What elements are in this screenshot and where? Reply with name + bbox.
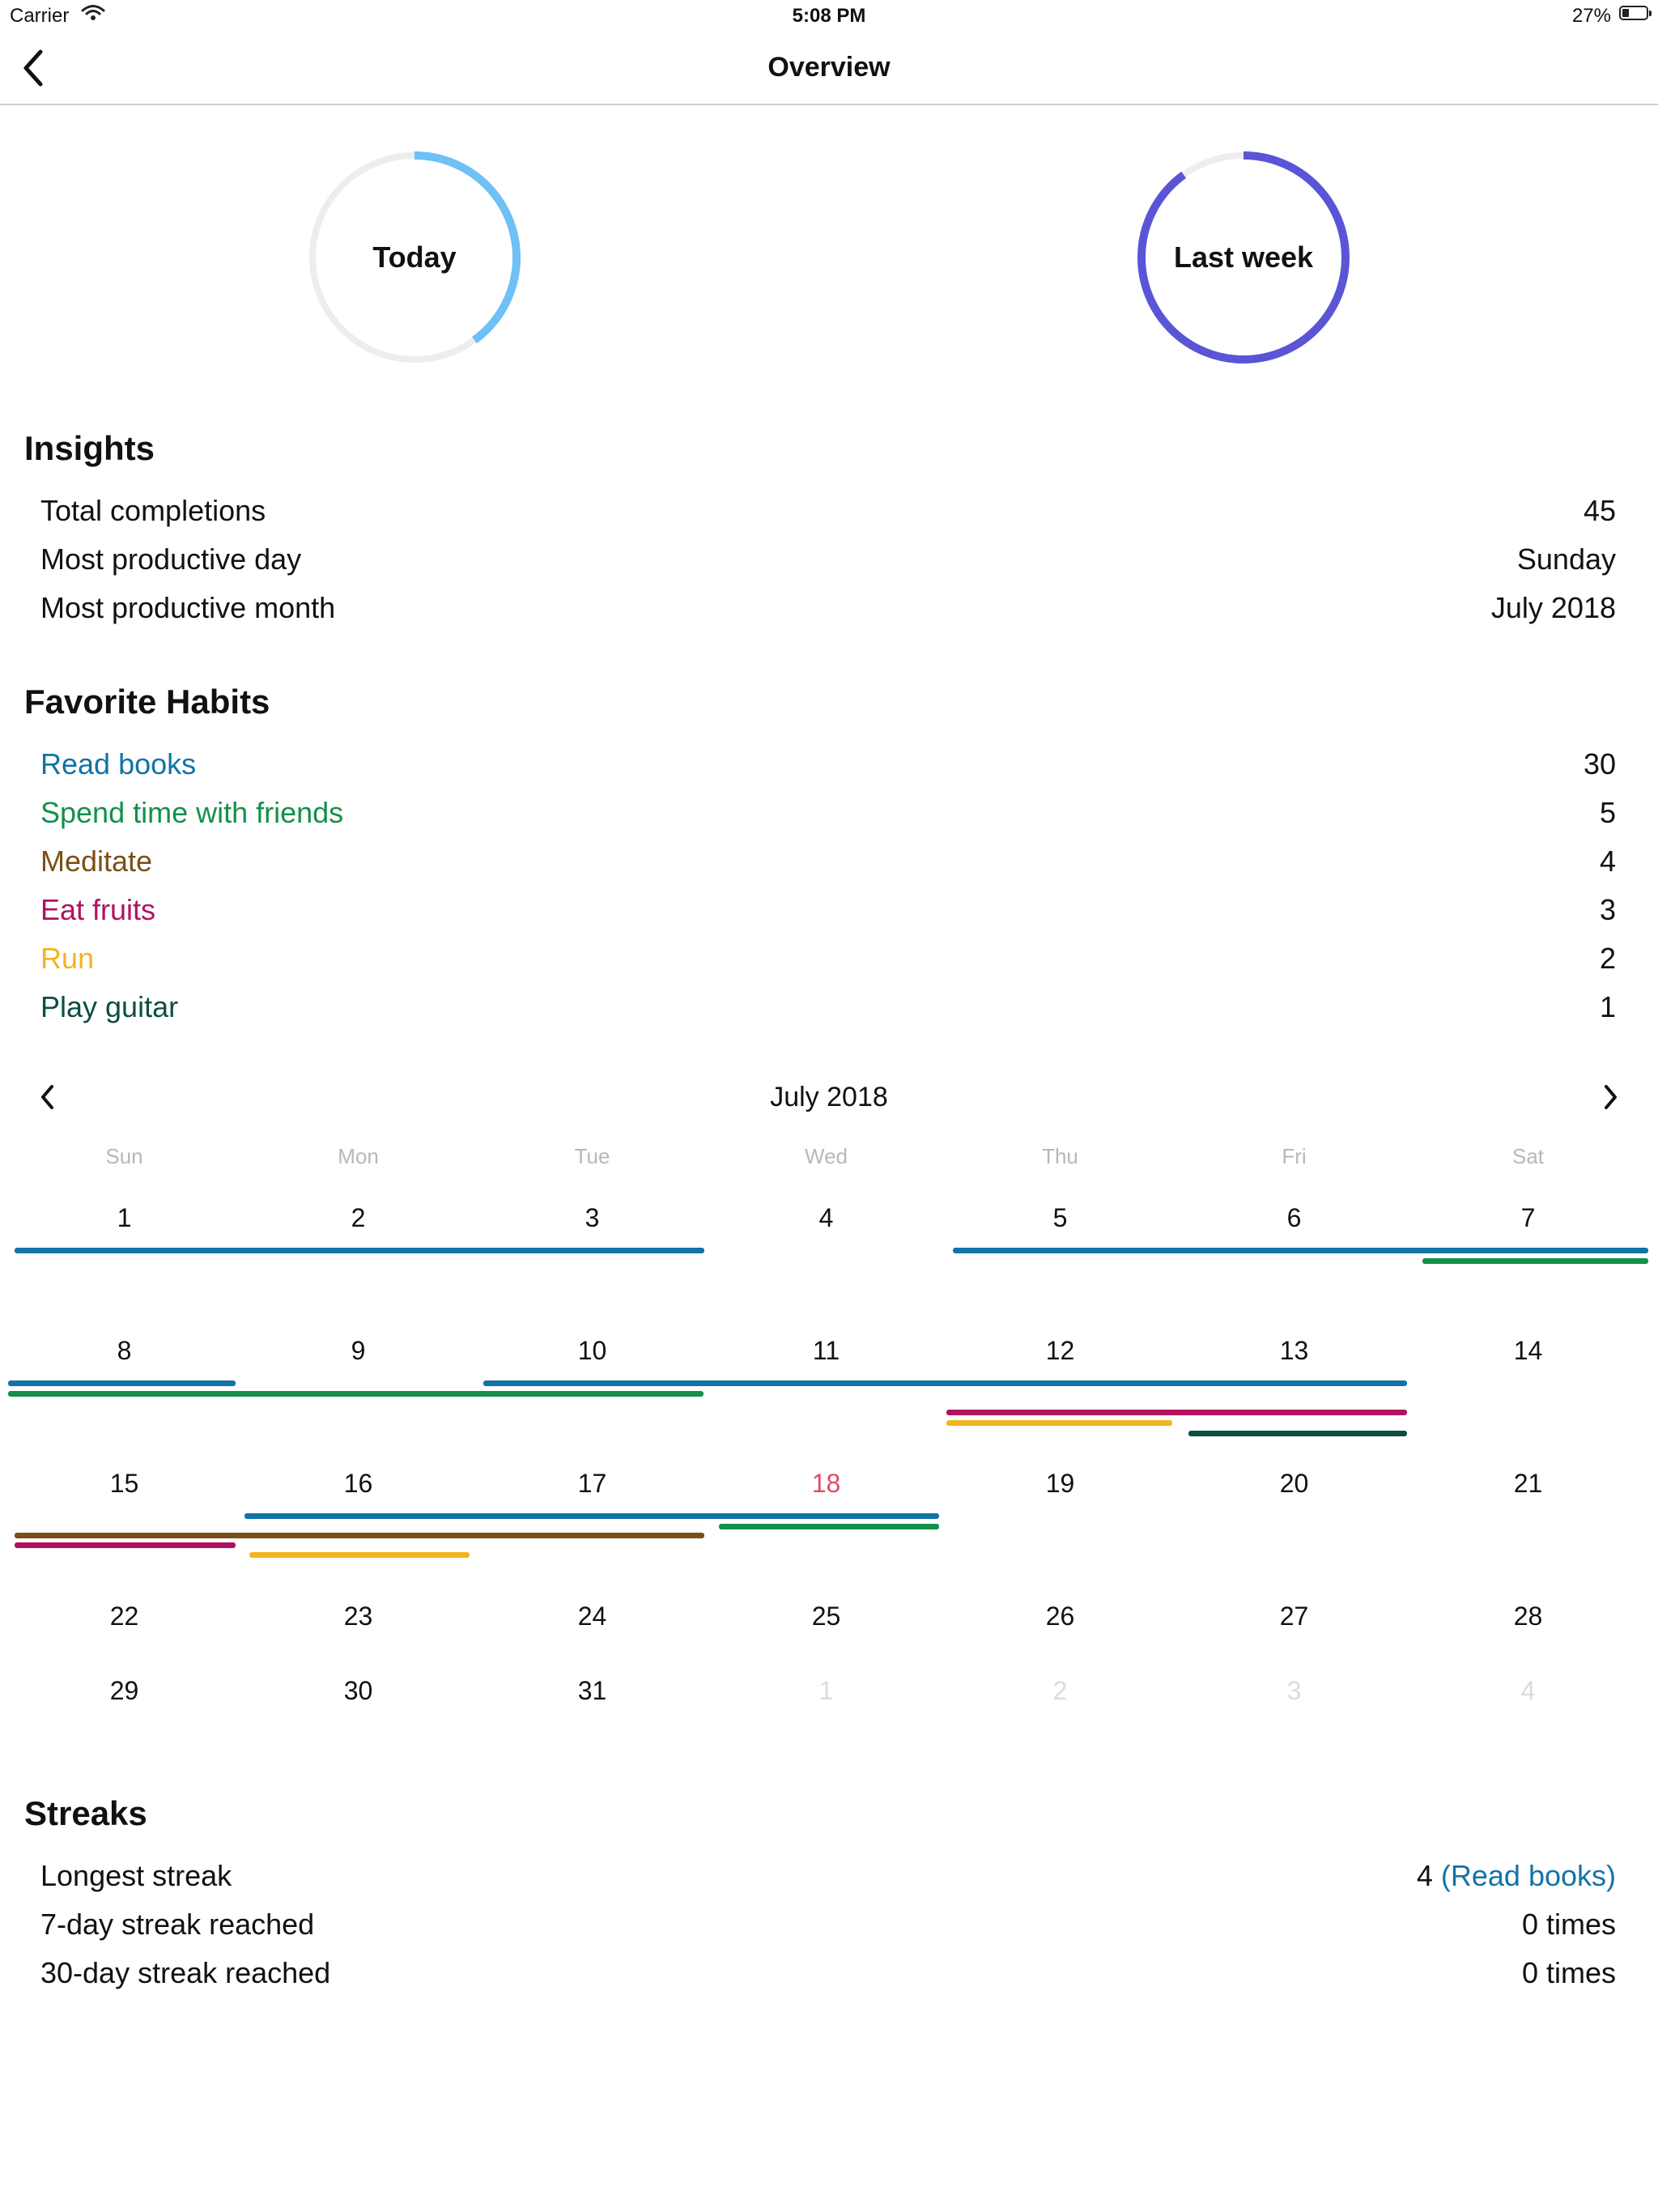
longest-streak-count: 4 <box>1416 1859 1433 1892</box>
next-month-chevron-icon[interactable] <box>1598 1082 1622 1117</box>
calendar-day[interactable]: 7 <box>1520 1203 1536 1232</box>
streaks-heading: Streaks <box>24 1794 147 1832</box>
streak-value: 0 times <box>1521 1908 1616 1941</box>
calendar-day[interactable]: 26 <box>1045 1602 1075 1631</box>
calendar-day[interactable]: 27 <box>1279 1602 1309 1631</box>
habit-row-spend-time-with-friends[interactable] <box>40 796 1616 844</box>
battery-icon <box>1619 6 1648 20</box>
habit-row-eat-fruits[interactable] <box>40 893 1616 942</box>
habit-completion-bar <box>719 1524 939 1529</box>
battery-percent: 27% <box>1571 5 1611 27</box>
calendar-day[interactable]: 8 <box>117 1336 132 1365</box>
insight-row <box>40 542 1616 591</box>
calendar-month-label: July 2018 <box>770 1082 888 1112</box>
insight-label: Total completions <box>40 494 266 527</box>
calendar-day[interactable]: 25 <box>811 1602 841 1631</box>
insight-value: Sunday <box>1516 542 1616 576</box>
calendar-day[interactable]: 31 <box>577 1676 607 1705</box>
streak-label: 30-day streak reached <box>40 1956 331 1989</box>
habit-completion-bar <box>1188 1431 1407 1436</box>
calendar-day[interactable]: 24 <box>577 1602 607 1631</box>
streak-value: 0 times <box>1521 1956 1616 1989</box>
calendar-day[interactable]: 4 <box>1520 1676 1536 1705</box>
habit-count: 5 <box>1599 796 1616 829</box>
calendar-day[interactable]: 1 <box>818 1676 834 1705</box>
habit-count: 1 <box>1599 990 1616 1023</box>
weekday-header: Wed <box>805 1144 848 1168</box>
last-week-ring-label: Last week <box>1173 240 1314 274</box>
habit-completion-bar <box>1422 1258 1648 1264</box>
longest-streak-habit-link[interactable]: (Read books) <box>1440 1859 1616 1892</box>
last-week-progress-ring[interactable] <box>1134 148 1353 367</box>
habit-name: Run <box>40 942 95 975</box>
calendar-day[interactable]: 21 <box>1513 1469 1543 1498</box>
today-progress-ring[interactable] <box>305 148 524 367</box>
calendar-day[interactable]: 10 <box>577 1336 607 1365</box>
calendar-day[interactable]: 11 <box>812 1336 840 1365</box>
habit-name: Meditate <box>40 844 153 878</box>
insight-value: July 2018 <box>1490 591 1616 624</box>
calendar-day[interactable]: 16 <box>343 1469 373 1498</box>
calendar-day[interactable]: 4 <box>818 1203 834 1232</box>
insight-label: Most productive month <box>40 591 336 624</box>
habit-completion-bar <box>946 1410 1407 1415</box>
streak-label: 7-day streak reached <box>40 1908 315 1941</box>
insight-row <box>40 591 1616 640</box>
insight-value: 45 <box>1583 494 1616 527</box>
insights-heading: Insights <box>24 429 155 467</box>
insight-row <box>40 494 1616 542</box>
habit-count: 3 <box>1599 893 1616 926</box>
calendar-day[interactable]: 2 <box>351 1203 366 1232</box>
calendar-day[interactable]: 29 <box>109 1676 139 1705</box>
weekday-header: Fri <box>1282 1144 1307 1168</box>
habit-completion-bar <box>8 1380 236 1386</box>
streak-label: Longest streak <box>40 1859 232 1892</box>
habit-completion-bar <box>8 1391 704 1397</box>
calendar-day[interactable]: 9 <box>351 1336 366 1365</box>
calendar-day[interactable]: 17 <box>577 1469 607 1498</box>
weekday-header: Mon <box>338 1144 379 1168</box>
habit-completion-bar <box>15 1248 704 1253</box>
calendar-day[interactable]: 6 <box>1286 1203 1302 1232</box>
weekday-header: Thu <box>1042 1144 1078 1168</box>
calendar-day[interactable]: 23 <box>343 1602 373 1631</box>
habit-row-run[interactable] <box>40 942 1616 990</box>
weekday-header: Sun <box>105 1144 143 1168</box>
calendar-day[interactable]: 15 <box>109 1469 139 1498</box>
page-title: Overview <box>767 52 891 83</box>
habit-completion-bar <box>946 1420 1172 1426</box>
habit-row-play-guitar[interactable] <box>40 990 1616 1039</box>
habit-completion-bar <box>15 1533 704 1538</box>
habit-completion-bar <box>953 1248 1648 1253</box>
calendar-day[interactable]: 28 <box>1513 1602 1543 1631</box>
streak-row <box>40 1859 1616 1908</box>
habit-name: Play guitar <box>40 990 179 1023</box>
insight-label: Most productive day <box>40 542 302 576</box>
habit-name: Read books <box>40 747 197 781</box>
weekday-header: Sat <box>1511 1144 1545 1168</box>
calendar-day[interactable]: 19 <box>1045 1469 1075 1498</box>
calendar-day[interactable]: 14 <box>1513 1336 1543 1365</box>
streak-row <box>40 1908 1616 1956</box>
calendar-day[interactable]: 5 <box>1052 1203 1068 1232</box>
calendar-day[interactable]: 2 <box>1052 1676 1068 1705</box>
calendar-day[interactable]: 13 <box>1279 1336 1309 1365</box>
habit-completion-bar <box>244 1513 939 1519</box>
calendar-day[interactable]: 1 <box>117 1203 132 1232</box>
calendar-day[interactable]: 20 <box>1279 1469 1309 1498</box>
today-ring-label: Today <box>372 240 457 274</box>
habit-count: 4 <box>1599 844 1616 878</box>
calendar-day[interactable]: 30 <box>343 1676 373 1705</box>
status-bar <box>0 0 1658 32</box>
habit-completion-bar <box>15 1542 236 1548</box>
carrier-label: Carrier <box>10 5 70 27</box>
clock: 5:08 PM <box>792 5 866 27</box>
calendar-day[interactable]: 3 <box>1286 1676 1302 1705</box>
longest-streak-value <box>1417 1859 1616 1893</box>
habit-count: 30 <box>1583 747 1616 781</box>
calendar-day[interactable]: 22 <box>109 1602 139 1631</box>
habit-completion-bar <box>483 1380 1407 1386</box>
calendar-day[interactable]: 18 <box>811 1469 841 1498</box>
navigation-bar <box>0 32 1658 105</box>
favorite-habits-heading: Favorite Habits <box>24 683 270 721</box>
habit-name: Spend time with friends <box>40 796 344 829</box>
weekday-header: Tue <box>574 1144 610 1168</box>
habit-row-read-books[interactable] <box>40 747 1616 796</box>
streak-row <box>40 1956 1616 2005</box>
habit-completion-bar <box>249 1552 470 1558</box>
calendar-day[interactable]: 12 <box>1045 1336 1075 1365</box>
habit-count: 2 <box>1599 942 1616 975</box>
habit-name: Eat fruits <box>40 893 156 926</box>
habit-row-meditate[interactable] <box>40 844 1616 893</box>
calendar-day[interactable]: 3 <box>585 1203 600 1232</box>
